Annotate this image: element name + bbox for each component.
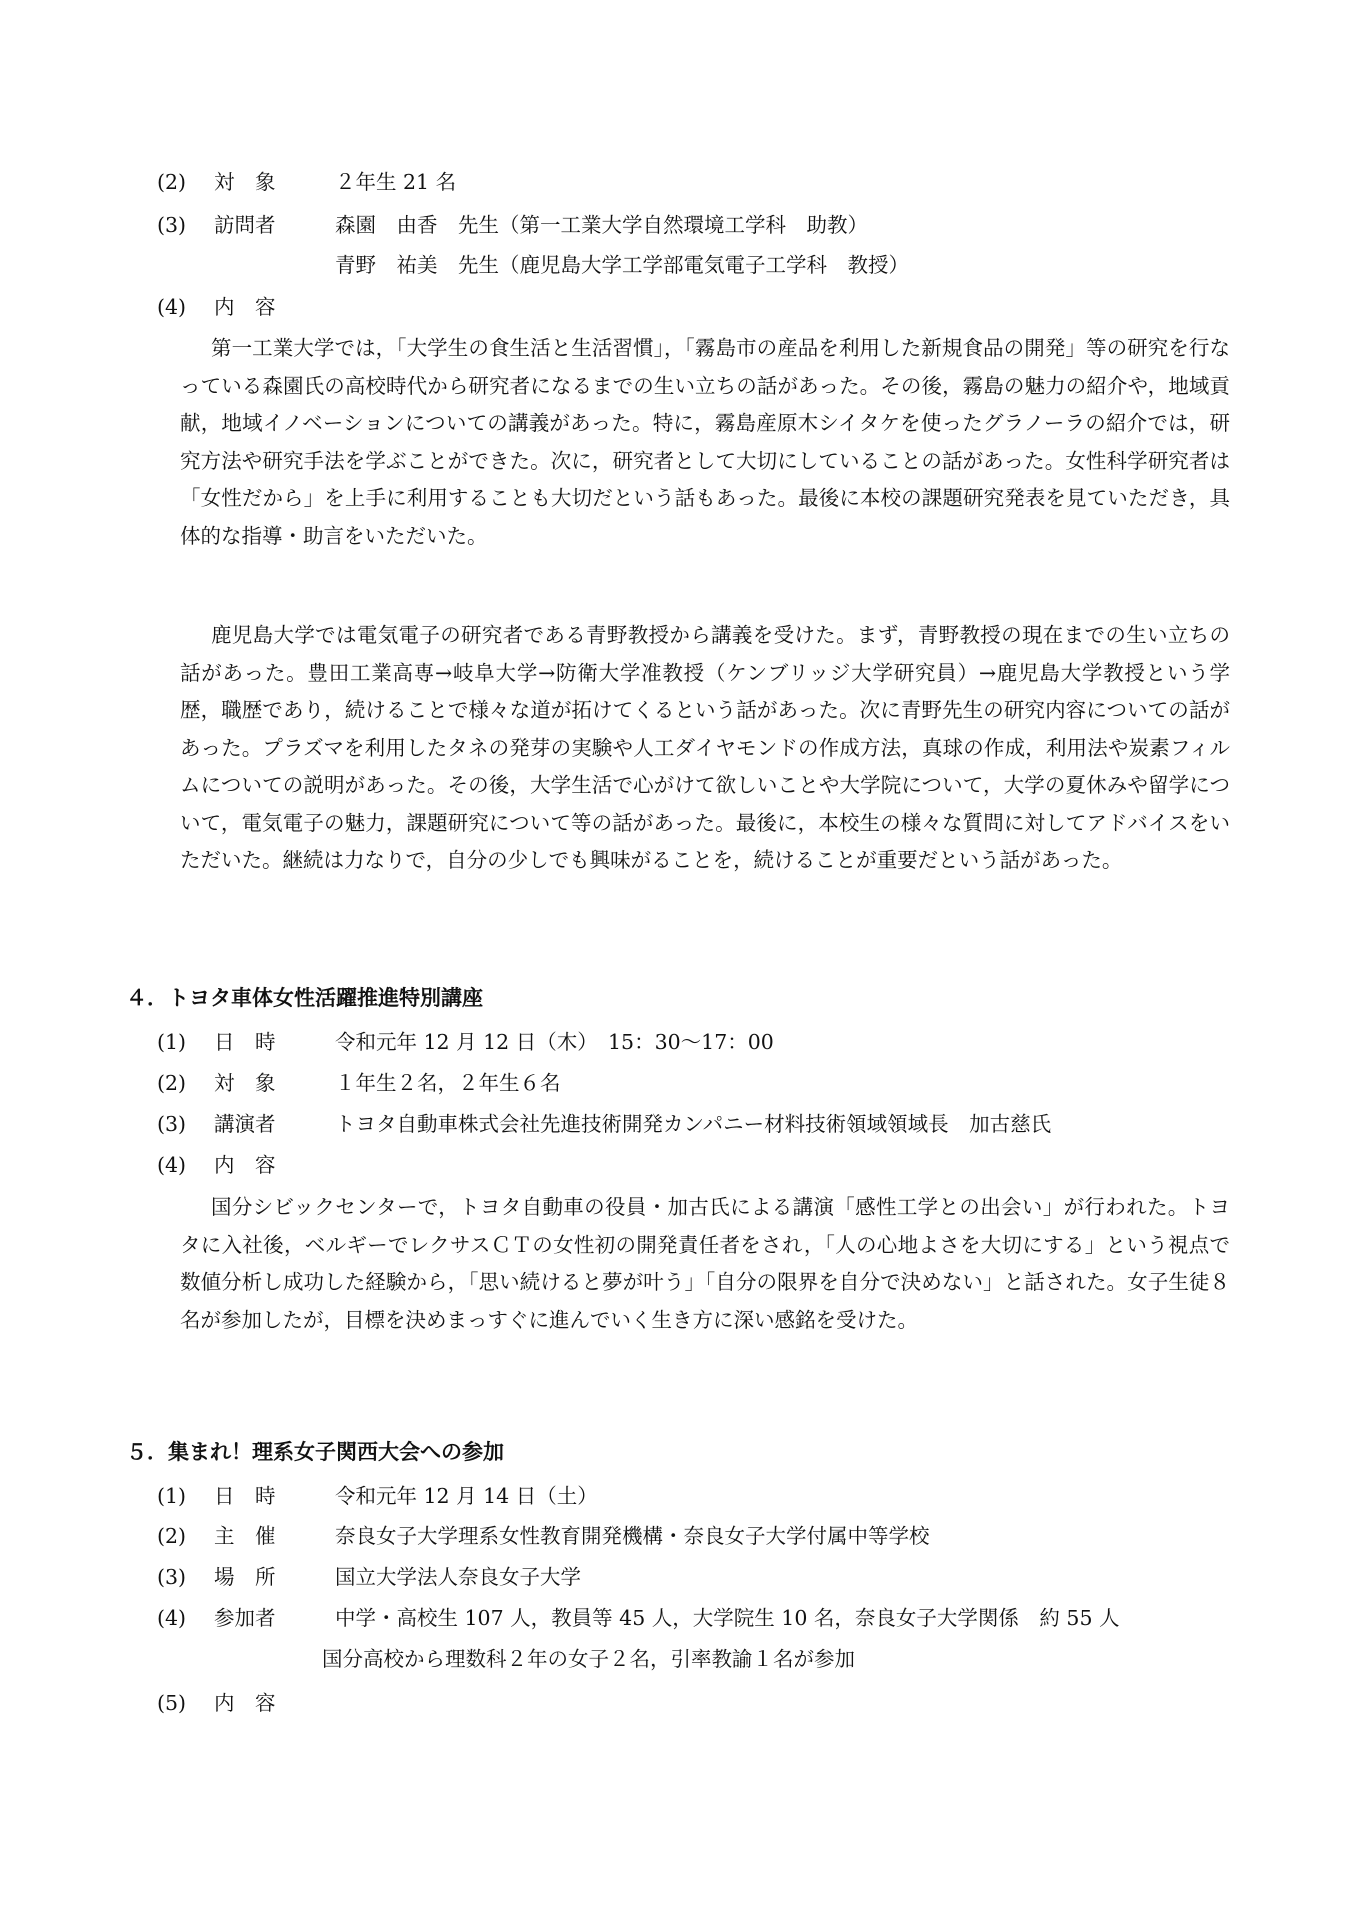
item-label: 場 所 — [214, 1565, 276, 1589]
item-label: 日 時 — [214, 1484, 276, 1508]
item-number: (4) — [157, 1153, 187, 1177]
item-label: 内 容 — [214, 1153, 276, 1177]
body-paragraph: 鹿児島大学では電気電子の研究者である青野教授から講義を受けた。まず，青野教授の現在までの生い立ちの話があった。豊田工業高専→岐阜大学→防衛大学准教授（ケンブリッジ大学研究員）→鹿児島大学教授という学歴，職歴であり，続けることで様々な道が拓けてくるという話があった。次に青野先生の研究内容についての話があった。プラズマを利用したタネの発芽の実験や人工ダイヤモンドの作成方法，真球の作成，利用法や炭素フィルムについての説明があった。その後，大学生活で心がけて欲しいことや大学院について，大学の夏休みや留学について，電気電子の魅力，課題研究について等の話があった。最後に，本校生の様々な質問に対してアドバイスをいただいた。継続は力なりで，自分の少しでも興味がることを，続けることが重要だという話があった。 — [180, 623, 1230, 872]
item-number: (4) — [157, 1606, 187, 1630]
section-heading: ４．トヨタ車体女性活躍推進特別講座 — [126, 986, 483, 1010]
item-number: (1) — [157, 1484, 187, 1508]
item-value: ２年生 21 名 — [335, 170, 457, 194]
item-value: 森園 由香 先生（第一工業大学自然環境工学科 助教） — [335, 213, 868, 237]
item-number: (1) — [157, 1030, 187, 1054]
item-number: (2) — [157, 170, 187, 194]
item-value-continued: 青野 祐美 先生（鹿児島大学工学部電気電子工学科 教授） — [335, 253, 909, 277]
item-value-continued: 国分高校から理数科２年の女子２名，引率教諭１名が参加 — [322, 1647, 855, 1671]
item-label: 対 象 — [214, 1071, 276, 1095]
item-label: 日 時 — [214, 1030, 276, 1054]
item-label: 主 催 — [214, 1524, 276, 1548]
item-value: トヨタ自動車株式会社先進技術開発カンパニー材料技術領域領域長 加古慈氏 — [335, 1112, 1052, 1136]
item-label: 対 象 — [214, 170, 276, 194]
item-label: 講演者 — [214, 1112, 276, 1136]
item-value: 令和元年 12 月 12 日（木） 15：30〜17：00 — [335, 1030, 774, 1054]
item-number: (5) — [157, 1691, 187, 1715]
item-number: (2) — [157, 1524, 187, 1548]
item-value: 令和元年 12 月 14 日（土） — [335, 1484, 598, 1508]
item-value: １年生２名，２年生６名 — [335, 1071, 561, 1095]
item-number: (3) — [157, 213, 187, 237]
item-value: 国立大学法人奈良女子大学 — [335, 1565, 581, 1589]
body-paragraph: 第一工業大学では，「大学生の食生活と生活習慣」，「霧島市の産品を利用した新規食品の開発」等の研究を行なっている森園氏の高校時代から研究者になるまでの生い立ちの話があった。その後，霧島の魅力の紹介や，地域貢献，地域イノベーションについての講義があった。特に，霧島産原木シイタケを使ったグラノーラの紹介では，研究方法や研究手法を学ぶことができた。次に，研究者として大切にしていることの話があった。女性科学研究者は「女性だから」を上手に利用することも大切だという話もあった。最後に本校の課題研究発表を見ていただき，具体的な指導・助言をいただいた。 — [180, 336, 1230, 548]
item-label: 内 容 — [214, 295, 276, 319]
item-number: (2) — [157, 1071, 187, 1095]
body-paragraph: 国分シビックセンターで，トヨタ自動車の役員・加古氏による講演「感性工学との出会い」が行われた。トヨタに入社後，ベルギーでレクサスＣＴの女性初の開発責任者をされ，「人の心地よさを大切にする」という視点で数値分析し成功した経験から，「思い続けると夢が叶う」「自分の限界を自分で決めない」と話された。女子生徒８名が参加したが，目標を決めまっすぐに進んでいく生き方に深い感銘を受けた。 — [180, 1195, 1230, 1332]
item-value: 中学・高校生 107 人，教員等 45 人，大学院生 10 名，奈良女子大学関係 約 55 人 — [335, 1606, 1120, 1630]
item-label: 訪問者 — [214, 213, 276, 237]
section-heading: ５．集まれ！理系女子関西大会への参加 — [126, 1440, 504, 1464]
item-label: 参加者 — [214, 1606, 276, 1630]
item-value: 奈良女子大学理系女性教育開発機構・奈良女子大学付属中等学校 — [335, 1524, 930, 1548]
item-label: 内 容 — [214, 1691, 276, 1715]
item-number: (3) — [157, 1565, 187, 1589]
item-number: (4) — [157, 295, 187, 319]
item-number: (3) — [157, 1112, 187, 1136]
